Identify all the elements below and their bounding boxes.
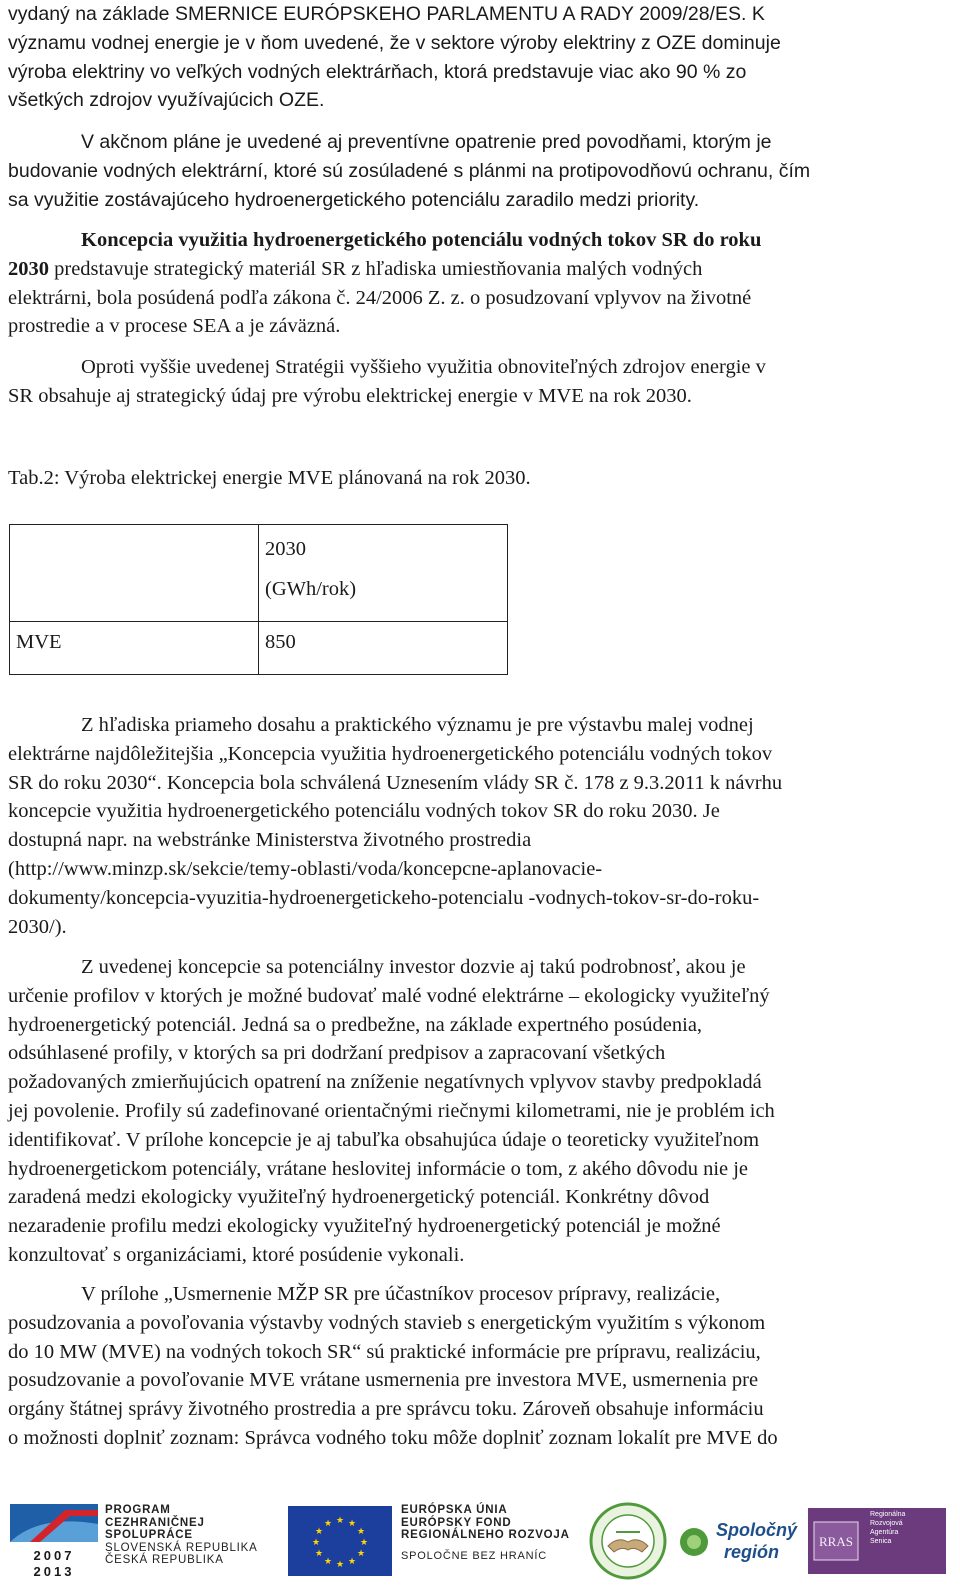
investor-paragraph	[8, 953, 952, 1270]
text-line: (http://www.minzp.sk/sekcie/temy-oblasti/voda/koncepcne-aplanovacie-	[8, 857, 603, 880]
text-line: významu vodnej energie je v ňom uvedené, že v sektore výroby elektriny z OZE dominuje	[8, 31, 781, 54]
program-label	[105, 1517, 258, 1530]
caption-text: Tab.2: Výroba elektrickej energie MVE plánovaná na rok 2030.	[8, 467, 531, 489]
eu-flag-icon	[288, 1506, 392, 1576]
table-cell-empty	[10, 525, 259, 622]
rras-acronym: RRAS	[819, 1534, 853, 1549]
table-header-row	[10, 525, 508, 622]
text-line: požadovaných zmierňujúcich opatrení na zníženie negatívnych vplyvov stavby predpokladá	[8, 1071, 762, 1094]
svg-text:★: ★	[356, 1549, 366, 1559]
text-line: výroba elektriny vo veľkých vodných elektrárňach, ktorá predstavuje viac ako 90 % zo	[8, 60, 747, 83]
concept-title: Koncepcia využitia hydroenergetického potenciálu vodných tokov SR do roku	[81, 229, 762, 251]
concept-year: 2030	[8, 257, 49, 280]
row-value-cell: 850	[259, 622, 508, 675]
table-header-cell	[259, 525, 508, 622]
text-line: konzultovať s organizáciami, ktoré posúdenie vykonali.	[8, 1243, 465, 1266]
svg-text:★: ★	[314, 1527, 324, 1537]
table-row	[10, 622, 508, 675]
text-line: posudzovania a povoľovania výstavby vodných stavieb s energetickým využitím s výkonom	[8, 1311, 766, 1334]
svg-text:★: ★	[323, 1557, 333, 1567]
text-line	[8, 226, 952, 255]
program-years-2: 2013	[33, 1564, 75, 1579]
text-line: určenie profilov v ktorých je možné budovať malé vodné elektrárne – ekologicky využiteľný	[8, 984, 770, 1007]
program-line: PROGRAM	[105, 1504, 171, 1516]
rras-text	[870, 1510, 905, 1546]
text-line: elektrárni, bola posúdená podľa zákona č. 24/2006 Z. z. o posudzovaní vplyvov na životné	[8, 286, 752, 309]
text-line: o možnosti doplniť zoznam: Správca vodného toku môže doplniť zoznam lokalít pre MVE do	[8, 1426, 778, 1449]
program-line: SLOVENSKÁ REPUBLIKA	[105, 1541, 258, 1554]
rras-line: Agentúra	[870, 1529, 899, 1536]
table-caption	[8, 464, 952, 493]
program-text	[105, 1504, 258, 1567]
text-line	[8, 255, 952, 284]
text-line: dostupná napr. na webstránke Ministerstva životného prostredia	[8, 829, 532, 852]
text-line: všetkých zdrojov využívajúcich OZE.	[8, 89, 325, 112]
text-line: nezaradenie profilu medzi ekologicky využiteľný hydroenergetický potenciál je možné	[8, 1215, 721, 1238]
rras-mark-icon	[808, 1508, 864, 1574]
text-line: elektrárne najdôležitejšia „Koncepcia využitia hydroenergetického potenciálu vodných tokov	[8, 742, 773, 765]
text-line: SR obsahuje aj strategický údaj pre výrobu elektrickej energie v MVE na rok 2030.	[8, 384, 692, 407]
header-year: 2030	[265, 538, 306, 560]
svg-text:★: ★	[347, 1519, 357, 1529]
text-line: SR do roku 2030“. Koncepcia bola schválená Uznesením vlády SR č. 178 z 9.3.2011 k návrhu	[8, 771, 783, 794]
text-line: posudzovanie a povoľovanie MVE vrátane usmernenia pre investora MVE, usmernenia pre	[8, 1369, 759, 1392]
action-plan-paragraph	[8, 128, 952, 214]
intro-paragraph	[8, 0, 952, 115]
text-line: V akčnom pláne je uvedené aj preventívne opatrenie pred povodňami, ktorým je	[81, 131, 772, 153]
svg-text:★: ★	[347, 1557, 357, 1567]
program-line: ČESKÁ REPUBLIKA	[105, 1554, 224, 1566]
footer-logos	[0, 1498, 960, 1586]
rras-line: Rozvojová	[870, 1520, 903, 1527]
program-line: SPOLUPRÁCE	[105, 1529, 193, 1541]
eu-line: EURÓPSKY FOND	[401, 1516, 512, 1529]
program-logo	[10, 1504, 98, 1580]
svg-text:★: ★	[335, 1560, 345, 1570]
text-line: Oproti vyššie uvedenej Stratégii vyššieho využitia obnoviteľných zdrojov energie v	[81, 356, 766, 378]
text-line: dokumenty/koncepcia-vyuzitia-hydroenergetickeho-potencialu -vodnych-tokov-sr-do-roku-	[8, 886, 760, 909]
text-line: odsúhlasené profily, v ktorých sa pri dodržaní predpisov a zapracovaní všetkých	[8, 1042, 666, 1065]
guidance-paragraph	[8, 1280, 952, 1453]
row-label-cell: MVE	[10, 622, 259, 675]
text-span: predstavuje strategický materiál SR z hľadiska umiestňovania malých vodných	[49, 257, 703, 280]
text-line: do 10 MW (MVE) na vodných tokoch SR“ sú praktické informácie pre prípravu, realizáciu,	[8, 1340, 761, 1363]
program-label	[105, 1529, 258, 1542]
relevance-paragraph	[8, 711, 952, 941]
text-line: zaradená medzi ekologicky využiteľný hydroenergetický potenciál. Konkrétny dôvod	[8, 1186, 710, 1209]
text-line: V prílohe „Usmernenie MŽP SR pre účastníkov procesov prípravy, realizácie,	[81, 1283, 721, 1305]
strategy-paragraph	[8, 353, 952, 411]
svg-text:★: ★	[323, 1519, 333, 1529]
header-unit: (GWh/rok)	[265, 578, 357, 600]
text-line: hydroenergetickom potenciály, vrátane heslovitej informácie o tom, z akého dôvodu nie je	[8, 1157, 749, 1180]
eu-slogan: SPOLOČNE BEZ HRANÍC	[401, 1550, 548, 1562]
concept-paragraph	[8, 226, 952, 341]
rras-line: Senica	[870, 1538, 892, 1545]
svg-text:★: ★	[335, 1516, 345, 1526]
svg-text:★: ★	[359, 1538, 369, 1548]
handshake-seal-icon	[588, 1502, 668, 1580]
text-line: prostredie a v procese SEA a je záväzná.	[8, 315, 341, 338]
text-line: hydroenergetický potenciál. Jedná sa o predbežne, na základe expertného posúdenia,	[8, 1013, 703, 1036]
text-line: sa využitie zostávajúceho hydroenergetického potenciálu zaradilo medzi priority.	[8, 188, 700, 211]
eu-text	[401, 1504, 570, 1542]
spolocny-line-2: región	[724, 1542, 780, 1562]
spolocny-region-logo	[676, 1506, 800, 1578]
text-line: budovanie vodných elektrární, ktoré sú zosúladené s plánmi na protipovodňovú ochranu, čím	[8, 159, 811, 182]
program-years-1: 2007	[33, 1548, 75, 1563]
text-line: vydaný na základe SMERNICE EURÓPSKEHO PARLAMENTU A RADY 2009/28/ES. K	[8, 3, 765, 25]
program-line: CEZHRANIČNEJ	[105, 1516, 205, 1529]
svg-text:★: ★	[314, 1549, 324, 1559]
text-line: Z hľadiska priameho dosahu a praktického významu je pre výstavbu malej vodnej	[81, 714, 754, 736]
rras-line: Regionálna	[870, 1511, 906, 1518]
text-line: orgány štátnej správy životného prostredia a pre správcu toku. Zároveň obsahuje informáciu	[8, 1398, 764, 1421]
program-label	[105, 1504, 258, 1517]
text-line: 2030/).	[8, 915, 67, 938]
text-line: koncepcie využitia hydroenergetického potenciálu vodných tokov SR do roku 2030. Je	[8, 800, 720, 823]
text-line: Z uvedenej koncepcie sa potenciálny investor dozvie aj takú podrobnosť, akou je	[81, 956, 746, 978]
svg-text:★: ★	[356, 1527, 366, 1537]
eu-line: EURÓPSKA ÚNIA	[401, 1504, 508, 1516]
text-line: jej povolenie. Profily sú zadefinované orientačnými riečnymi kilometrami, nie je problém ich	[8, 1099, 775, 1122]
production-table	[9, 524, 508, 675]
text-line: identifikovať. V prílohe koncepcie je aj tabuľka obsahujúca údaje o teoreticky využiteľnom	[8, 1128, 760, 1151]
svg-text:★: ★	[311, 1538, 321, 1548]
eu-line: REGIONÁLNEHO ROZVOJA	[401, 1529, 570, 1541]
spolocny-line-1: Spoločný	[716, 1520, 798, 1540]
